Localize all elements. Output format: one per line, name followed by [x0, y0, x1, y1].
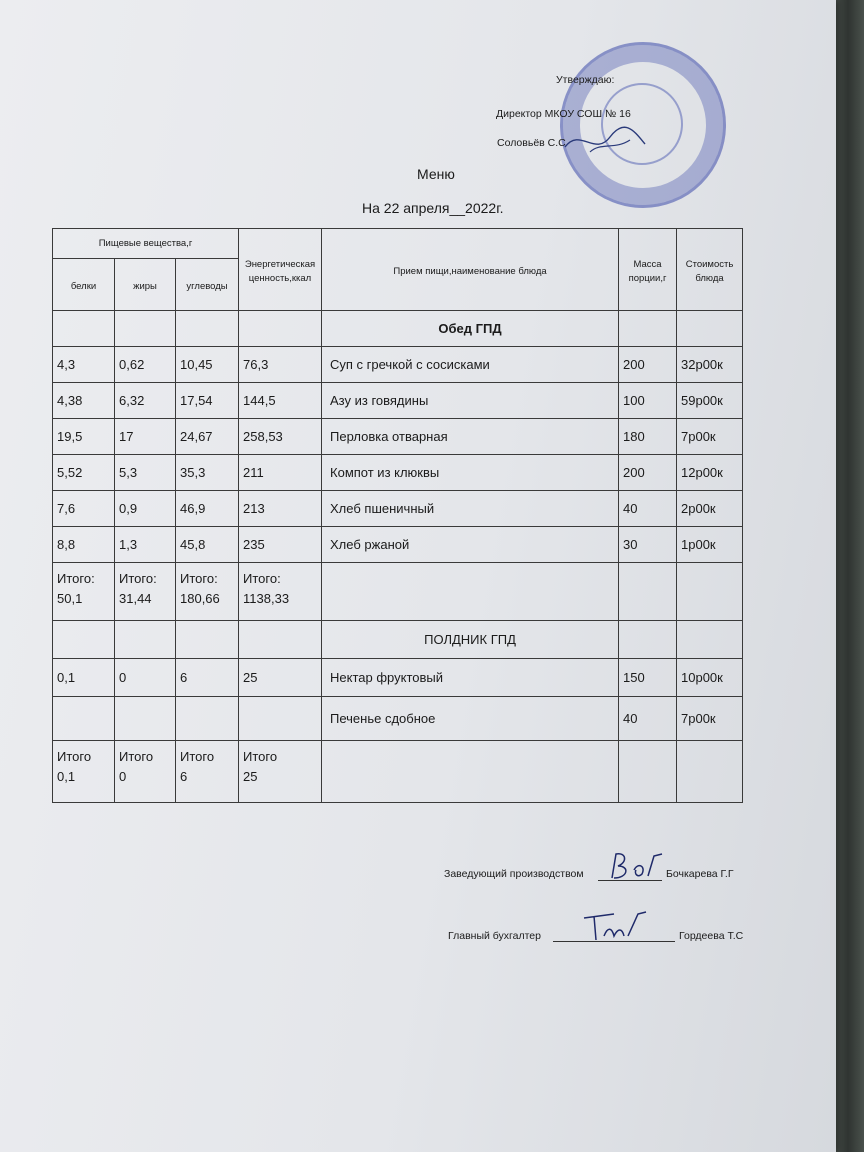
cell-mass: 180: [619, 419, 677, 455]
total-carbs: Итого: 180,66: [176, 563, 239, 621]
cell-fat: 1,3: [115, 527, 176, 563]
section-lunch: Обед ГПД: [322, 311, 619, 347]
header-nutrients: Пищевые вещества,г: [53, 229, 239, 259]
cell-mass: 150: [619, 659, 677, 697]
header-energy: Энергетическая ценность,ккал: [239, 229, 322, 311]
table-row: [53, 455, 743, 491]
cell-protein: [53, 697, 115, 741]
cell-carbs: 24,67: [176, 419, 239, 455]
table-row: [53, 659, 743, 697]
cell-price: 1р00к: [677, 527, 743, 563]
cell-price: 12р00к: [677, 455, 743, 491]
director-label: Директор МКОУ СОШ № 16: [496, 108, 631, 120]
cell-energy: 211: [239, 455, 322, 491]
total-row-lunch: [53, 563, 743, 621]
table-row: [53, 383, 743, 419]
director-name: Соловьёв С.С: [497, 137, 566, 149]
total-fat: Итого: 31,44: [115, 563, 176, 621]
header-fat: жиры: [115, 259, 176, 311]
cell-protein: 5,52: [53, 455, 115, 491]
cell-dish: Хлеб ржаной: [322, 527, 619, 563]
header-price: Стоимость блюда: [677, 229, 743, 311]
cell-carbs: 10,45: [176, 347, 239, 383]
total-fat: Итого 0: [115, 741, 176, 803]
document-title: Меню: [417, 166, 455, 182]
cell-energy: 258,53: [239, 419, 322, 455]
total-energy: Итого: 1138,33: [239, 563, 322, 621]
director-signature: [560, 122, 650, 162]
accountant-signature: [580, 906, 650, 946]
cell-mass: 30: [619, 527, 677, 563]
cell-energy: 25: [239, 659, 322, 697]
table-row: [53, 419, 743, 455]
cell-price: 2р00к: [677, 491, 743, 527]
cell-dish: Хлеб пшеничный: [322, 491, 619, 527]
cell-protein: 0,1: [53, 659, 115, 697]
cell-energy: 213: [239, 491, 322, 527]
cell-dish: Компот из клюквы: [322, 455, 619, 491]
cell-protein: 19,5: [53, 419, 115, 455]
cell-dish: Азу из говядины: [322, 383, 619, 419]
cell-mass: 40: [619, 491, 677, 527]
cell-carbs: 17,54: [176, 383, 239, 419]
cell-fat: 0: [115, 659, 176, 697]
cell-protein: 8,8: [53, 527, 115, 563]
table-row: [53, 527, 743, 563]
cell-carbs: 46,9: [176, 491, 239, 527]
cell-price: 32р00к: [677, 347, 743, 383]
cell-protein: 4,3: [53, 347, 115, 383]
total-protein: Итого 0,1: [53, 741, 115, 803]
table-header-row: [53, 229, 743, 259]
approve-label: Утверждаю:: [556, 74, 615, 86]
cell-fat: 17: [115, 419, 176, 455]
section-snack: ПОЛДНИК ГПД: [322, 621, 619, 659]
cell-mass: 40: [619, 697, 677, 741]
cell-fat: 0,9: [115, 491, 176, 527]
table-row: [53, 491, 743, 527]
cell-fat: 0,62: [115, 347, 176, 383]
cell-carbs: [176, 697, 239, 741]
table-row: [53, 697, 743, 741]
cell-protein: 4,38: [53, 383, 115, 419]
menu-table: [52, 228, 743, 803]
document-date: На 22 апреля__2022г.: [362, 200, 504, 216]
total-energy: Итого 25: [239, 741, 322, 803]
total-row-snack: [53, 741, 743, 803]
cell-price: 7р00к: [677, 419, 743, 455]
cell-carbs: 35,3: [176, 455, 239, 491]
section-row: [53, 311, 743, 347]
cell-energy: 235: [239, 527, 322, 563]
header-carbs: углеводы: [176, 259, 239, 311]
section-row: [53, 621, 743, 659]
cell-price: 59р00к: [677, 383, 743, 419]
cell-dish: Нектар фруктовый: [322, 659, 619, 697]
accountant-name: Гордеева Т.С: [679, 930, 744, 942]
cell-fat: 6,32: [115, 383, 176, 419]
cell-energy: 144,5: [239, 383, 322, 419]
production-head-signature: [604, 848, 664, 884]
total-protein: Итого: 50,1: [53, 563, 115, 621]
cell-dish: Перловка отварная: [322, 419, 619, 455]
header-protein: белки: [53, 259, 115, 311]
cell-mass: 100: [619, 383, 677, 419]
production-head-label: Заведующий производством: [444, 868, 584, 880]
production-head-name: Бочкарева Г.Г: [666, 868, 734, 880]
cell-mass: 200: [619, 347, 677, 383]
cell-energy: 76,3: [239, 347, 322, 383]
cell-carbs: 45,8: [176, 527, 239, 563]
cell-price: 10р00к: [677, 659, 743, 697]
cell-mass: 200: [619, 455, 677, 491]
cell-dish: Печенье сдобное: [322, 697, 619, 741]
cell-fat: [115, 697, 176, 741]
header-dish: Прием пищи,наименование блюда: [322, 229, 619, 311]
cell-protein: 7,6: [53, 491, 115, 527]
cell-price: 7р00к: [677, 697, 743, 741]
cell-energy: [239, 697, 322, 741]
cell-dish: Суп с гречкой с сосисками: [322, 347, 619, 383]
table-row: [53, 347, 743, 383]
accountant-label: Главный бухгалтер: [448, 930, 541, 942]
cell-fat: 5,3: [115, 455, 176, 491]
total-carbs: Итого 6: [176, 741, 239, 803]
cell-carbs: 6: [176, 659, 239, 697]
header-mass: Масса порции,г: [619, 229, 677, 311]
